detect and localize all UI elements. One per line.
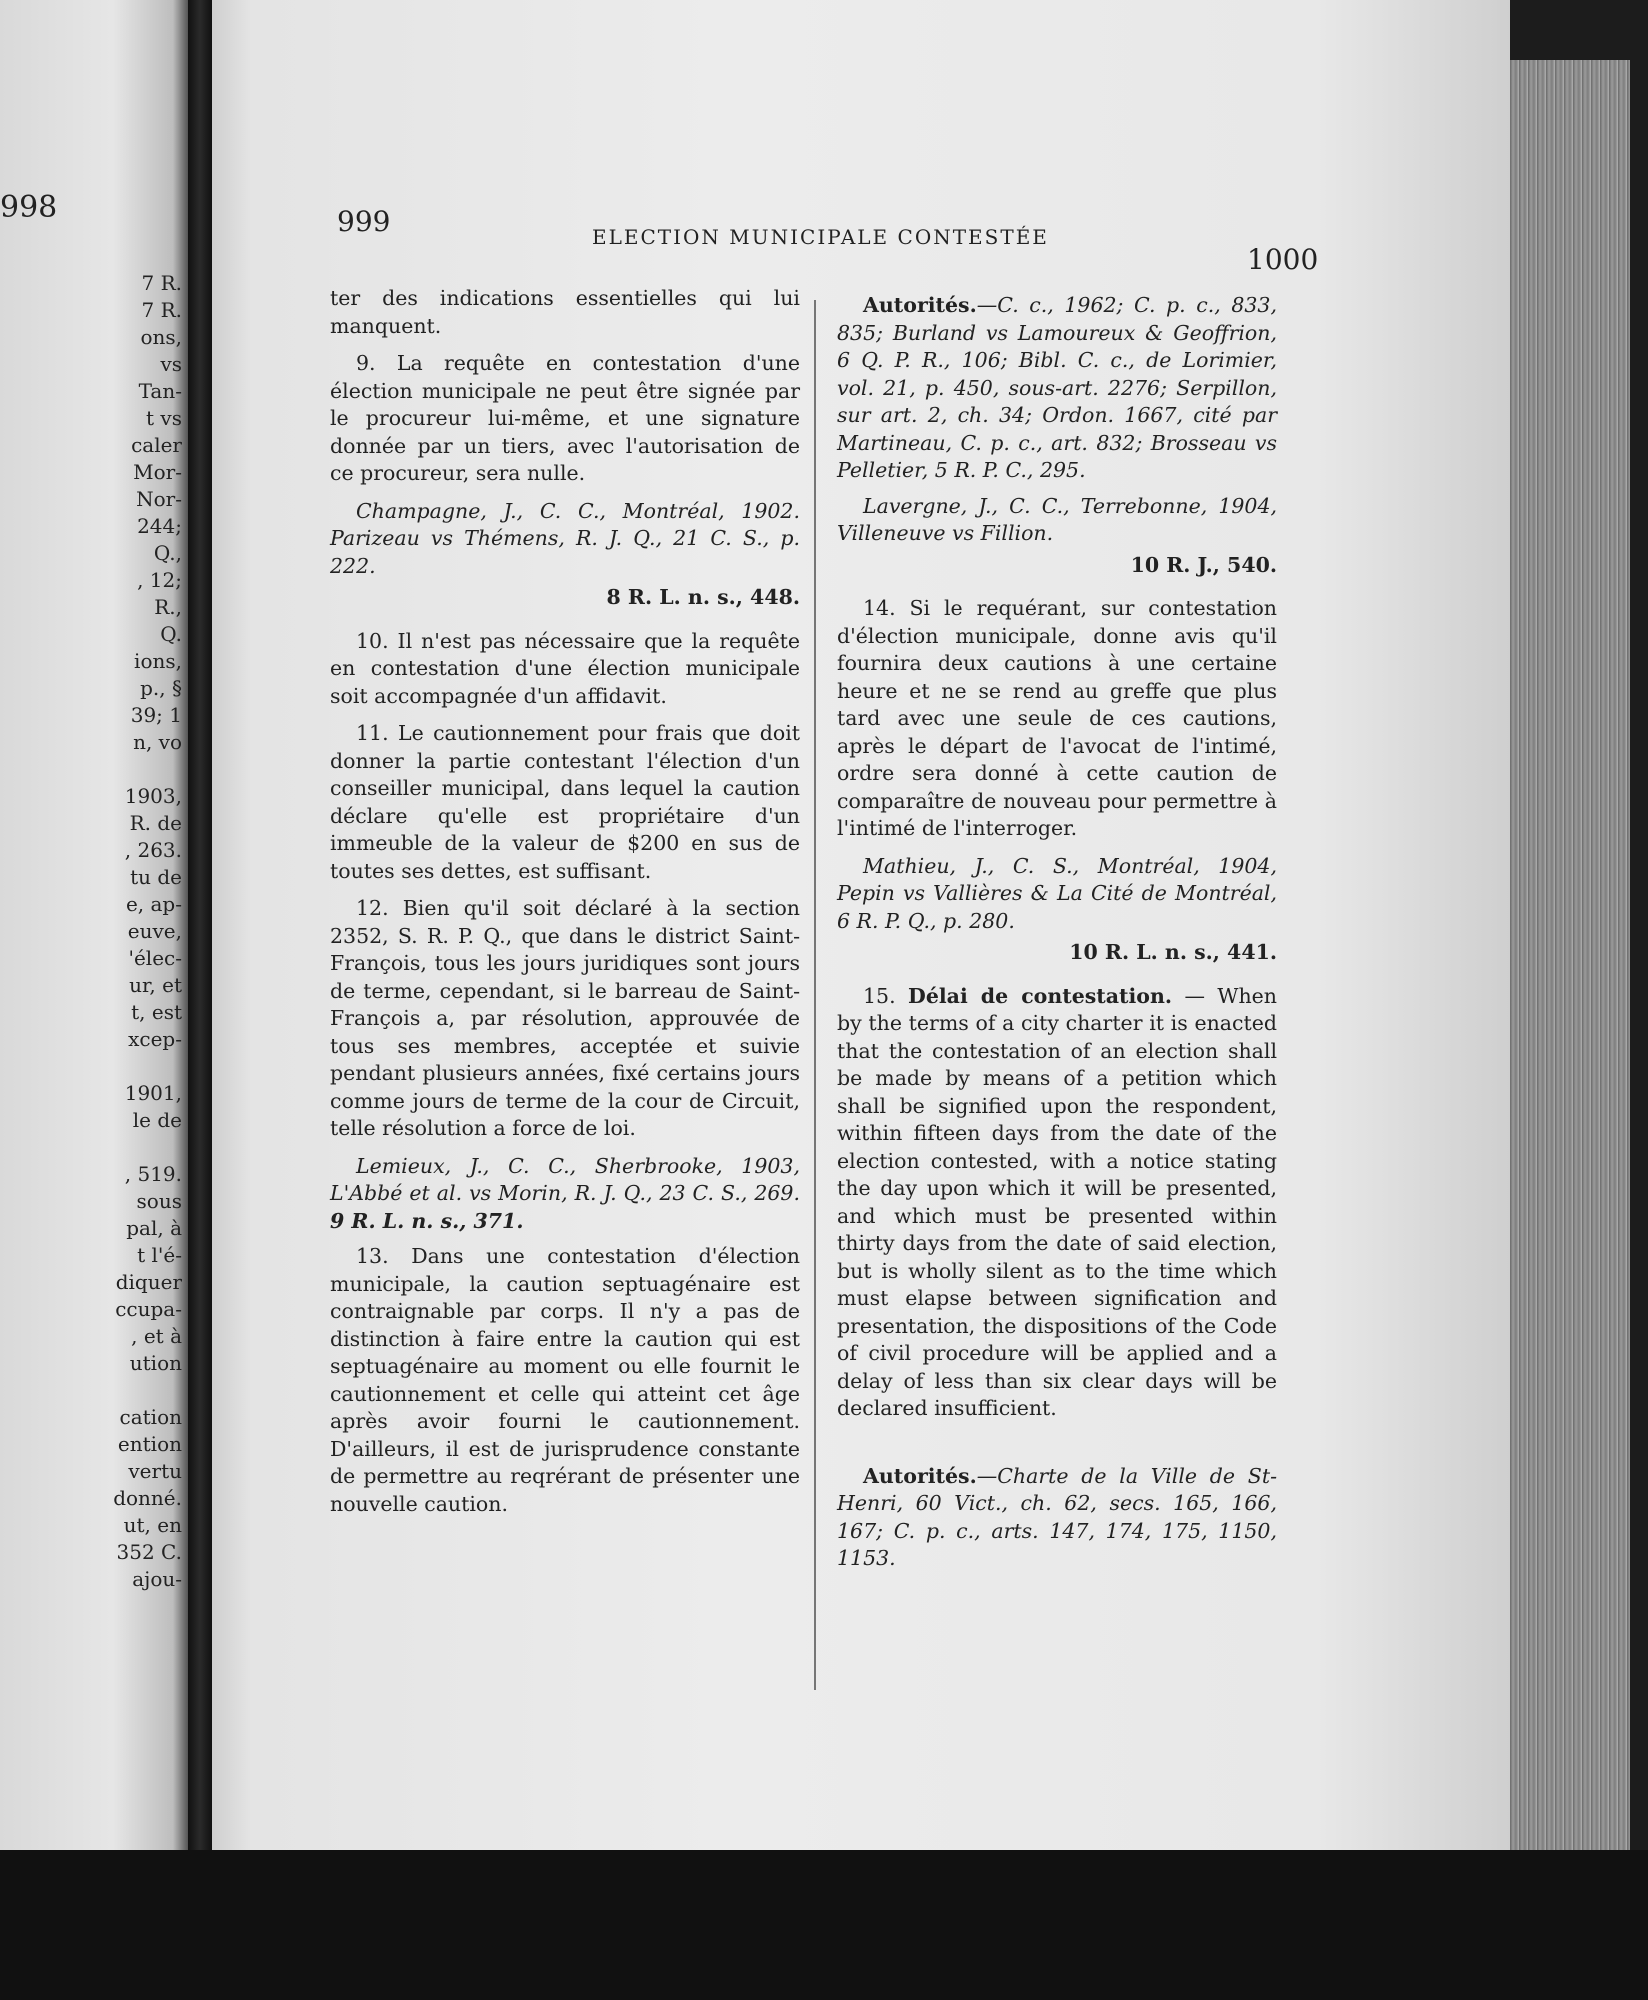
left-page-fragment: donné. <box>113 1486 182 1510</box>
left-page-fragment: n, vo <box>133 730 182 754</box>
reference-13: 10 R. J., 540. <box>1130 552 1277 577</box>
authorities-2-text: —Charte de la Ville de St-Henri, 60 Vict., ch. 62, secs. 165, 166, 167; C. p. c., arts. 147, 174, 175, 1150, 1153. <box>837 1463 1277 1570</box>
left-page-fragment: pal, à <box>126 1216 182 1240</box>
left-page-fragment: 352 C. <box>116 1540 182 1564</box>
left-page-fragment: Tan- <box>138 379 182 403</box>
left-page-fragment: le de <box>132 1108 182 1132</box>
left-page-fragment: , 263. <box>124 838 182 862</box>
left-page-fragment: sous <box>136 1189 182 1213</box>
left-page-fragment: e, ap- <box>125 892 182 916</box>
left-page <box>0 0 188 1860</box>
book-gutter <box>188 0 212 1880</box>
citation-12-text: Lemieux, J., C. C., Sherbrooke, 1903, L'Abbé et al. vs Morin, R. J. Q., 23 C. S., 269. <box>330 1153 800 1205</box>
citation-12 <box>330 1153 800 1236</box>
paragraph-9: 9. La requête en contestation d'une élection municipale ne peut être signée par le procureur lui-même, et une signature donnée par un tiers, avec l'autorisation de ce procureur, sera nulle. <box>330 351 800 485</box>
paragraph-12: 12. Bien qu'il soit déclaré à la section 2352, S. R. P. Q., que dans le district Saint-François, tous les jours juridiques sont jours de terme, cependant, si le barreau de Saint-François a, par résolution, approuvée de tous ses membres, acceptée et suivie pendant plusieurs années, fixé certains jours comme jours de terme de la cour de Circuit, telle résolution a force de loi. <box>330 896 800 1140</box>
citation-13: Lavergne, J., C. C., Terrebonne, 1904, Villeneuve vs Fillion. <box>837 493 1277 545</box>
left-page-fragment: 7 R. <box>141 298 182 322</box>
right-page <box>212 0 1510 1850</box>
left-page-fragment: , 12; <box>137 568 182 592</box>
left-page-fragment: , 519. <box>124 1162 182 1186</box>
authorities-2-label: Autorités. <box>863 1463 977 1488</box>
left-page-fragment: 7 R. <box>141 271 182 295</box>
left-page-number: 998 <box>0 190 58 225</box>
citation-9: Champagne, J., C. C., Montréal, 1902. Parizeau vs Thémens, R. J. Q., 21 C. S., p. 222. <box>330 498 800 578</box>
left-page-fragment: 244; <box>137 514 182 538</box>
background-shadow <box>0 1850 1648 2000</box>
paragraph-11: 11. Le cautionnement pour frais que doit donner la partie contestant l'élection d'un conseiller municipal, dans lequel la caution déclare qu'elle est propriétaire d'un immeuble de la valeur de $200 en sus de toutes ses dettes, est suffisant. <box>330 721 800 883</box>
left-page-fragment: caler <box>131 433 182 457</box>
book-page-edges <box>1510 60 1630 1850</box>
left-page-fragment: t l'é- <box>137 1243 182 1267</box>
left-page-fragment: R. de <box>129 811 182 835</box>
left-page-fragment: R., <box>154 595 182 619</box>
left-page-fragment <box>0 756 182 783</box>
left-page-fragment: vertu <box>128 1459 182 1483</box>
left-page-fragment: Q. <box>160 622 182 646</box>
paragraph-13: 13. Dans une contestation d'élection municipale, la caution septuagénaire est contraignable par corps. Il n'y a pas de distinction à faire entre la caution qui est septuagénaire au moment ou elle fournit le cautionnement et celle qui atteint cet âge après avoir fourni le cautionnement. D'ailleurs, il est de jurisprudence constante de permettre au reqrérant de présenter une nouvelle caution. <box>330 1244 800 1516</box>
reference-12: 9 R. L. n. s., 371. <box>330 1208 524 1233</box>
left-page-fragment: 1901, <box>124 1081 182 1105</box>
paragraph-15-number: 15. <box>863 983 896 1008</box>
left-page-fragment: , et à <box>131 1324 182 1348</box>
page-number-right: 1000 <box>1247 243 1319 276</box>
left-page-fragment <box>0 1377 182 1404</box>
authorities-1 <box>837 292 1277 485</box>
paragraph-15-text: — When by the terms of a city charter it is enacted that the contestation of an election shall be made by means of a petition which shall be signified upon the respondent, within fifteen days from the date of the election contested, with a notice stating the day upon which it will be presented, and which must be presented within thirty days from the date of said election, but is wholly silent as to the time which must elapse between signification and presentation, the dispositions of the Code of civil procedure will be applied and a delay of less than six clear days will be declared insufficient. <box>837 983 1277 1420</box>
left-page-fragment: ons, <box>140 325 182 349</box>
left-page-fragment: t, est <box>131 1000 182 1024</box>
left-page-fragment: 1903, <box>124 784 182 808</box>
left-page-fragment: ut, en <box>123 1513 182 1537</box>
left-page-fragment: ur, et <box>129 973 182 997</box>
left-page-fragment: diquer <box>115 1270 182 1294</box>
left-page-fragment: ccupa- <box>115 1297 182 1321</box>
left-page-fragment: 39; 1 <box>130 703 182 727</box>
left-page-fragment: cation <box>119 1405 182 1429</box>
left-page-fragment: ions, <box>134 649 182 673</box>
left-page-fragment: ention <box>117 1432 182 1456</box>
left-page-fragment: ajou- <box>132 1567 182 1591</box>
left-page-fragments <box>0 270 182 1593</box>
left-page-fragment: t vs <box>146 406 182 430</box>
left-page-fragment: ution <box>129 1351 182 1375</box>
paragraph-15 <box>837 983 1277 1423</box>
page-header <box>212 205 1510 276</box>
column-divider <box>814 300 816 1690</box>
left-page-fragment: 'élec- <box>128 946 182 970</box>
citation-14: Mathieu, J., C. S., Montréal, 1904, Pepin vs Vallières & La Cité de Montréal, 6 R. P. Q., p. 280. <box>837 853 1277 933</box>
left-page-fragment: Q., <box>153 541 182 565</box>
left-page-fragment: vs <box>160 352 182 376</box>
left-page-fragment: Nor- <box>136 487 182 511</box>
paragraph-10: 10. Il n'est pas nécessaire que la requête en contestation d'une élection municipale soit accompagnée d'un affidavit. <box>330 628 800 708</box>
paragraph-15-heading: Délai de contestation. <box>908 983 1173 1008</box>
authorities-1-label: Autorités. <box>863 293 977 317</box>
left-page-fragment: xcep- <box>128 1027 182 1051</box>
left-column <box>330 285 800 1528</box>
left-page-fragment: p., § <box>140 676 182 700</box>
right-column <box>837 292 1277 1581</box>
authorities-1-text: —C. c., 1962; C. p. c., 833, 835; Burland vs Lamoureux & Geoffrion, 6 Q. P. R., 106; Bibl. C. c., de Lorimier, vol. 21, p. 450, sous-art. 2276; Serpillon, sur art. 2, ch. 34; Ordon. 1667, cité par Martineau, C. p. c., art. 832; Brosseau vs Pelletier, 5 R. P. C., 295. <box>837 293 1277 482</box>
authorities-2 <box>837 1463 1277 1573</box>
paragraph-continuation: ter des indications essentielles qui lui manquent. <box>330 286 800 338</box>
left-page-fragment <box>0 1134 182 1161</box>
left-page-fragment: euve, <box>127 919 182 943</box>
running-title: ELECTION MUNICIPALE CONTESTÉE <box>592 225 1049 249</box>
left-page-fragment <box>0 1053 182 1080</box>
page-number-left: 999 <box>337 205 391 238</box>
paragraph-14: 14. Si le requérant, sur contestation d'élection municipale, donne avis qu'il fournira deux cautions à une certaine heure et ne se rend au greffe que plus tard avec une seule de ces cautions, après le départ de l'avocat de l'intimé, ordre sera donné à cette caution de comparaître de nouveau pour permettre à l'intimé de l'interroger. <box>837 596 1277 840</box>
reference-14: 10 R. L. n. s., 441. <box>1069 940 1277 964</box>
left-page-fragment: tu de <box>130 865 182 889</box>
left-page-fragment: Mor- <box>133 460 182 484</box>
reference-9: 8 R. L. n. s., 448. <box>606 585 800 609</box>
